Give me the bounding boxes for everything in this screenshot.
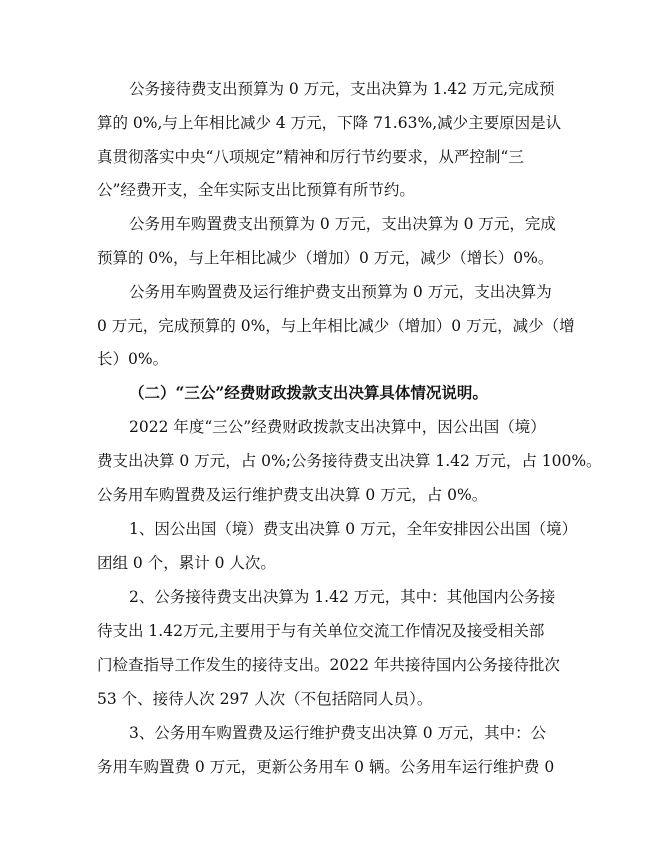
text-line-13: 公务用车购置费及运行维护费支出决算 0 万元，占 0%。 (97, 486, 488, 504)
text-line-14: 1、因公出国（境）费支出决算 0 万元，全年安排因公出国（境） (129, 520, 578, 538)
text-line-21: 务用车购置费 0 万元，更新公务用车 0 辆。公务用车运行维护费 0 (97, 758, 555, 776)
text-line-5: 公务用车购置费支出预算为 0 万元，支出决算为 0 万元，完成 (129, 215, 556, 233)
text-line-8: 0 万元，完成预算的 0%，与上年相比减少（增加）0 万元，减少（增 (97, 317, 575, 335)
text-line-7: 公务用车购置费及运行维护费支出预算为 0 万元，支出决算为 (129, 283, 552, 301)
text-line-4: 公”经费开支，全年实际支出比预算有所节约。 (97, 181, 415, 199)
text-line-11: 2022 年度“三公”经费财政拨款支出决算中，因公出国（境） (129, 418, 546, 436)
text-line-9: 长）0%。 (97, 350, 169, 368)
text-line-16: 2、公务接待费支出决算为 1.42 万元，其中：其他国内公务接 (129, 588, 556, 606)
text-line-6: 预算的 0%，与上年相比减少（增加）0 万元，减少（增长）0%。 (97, 249, 554, 267)
text-line-17: 待支出 1.42万元,主要用于与有关单位交流工作情况及接受相关部 (97, 622, 545, 640)
text-line-15: 团组 0 个，累计 0 人次。 (97, 554, 276, 572)
text-line-19: 53 个、接待人次 297 人次（不包括陪同人员）。 (97, 690, 433, 708)
text-line-18: 门检查指导工作发生的接待支出。2022 年共接待国内公务接待批次 (97, 656, 560, 674)
text-line-20: 3、公务用车购置费及运行维护费支出决算 0 万元，其中：公 (129, 724, 547, 742)
text-line-2: 算的 0%,与上年相比减少 4 万元，下降 71.63%,减少主要原因是认 (97, 114, 562, 132)
section-heading: （二）“三公”经费财政拨款支出决算具体情况说明。 (129, 383, 488, 402)
text-line-12: 费支出决算 0 万元，占 0%;公务接待费支出决算 1.42 万元，占 100%。 (97, 452, 602, 470)
text-line-3: 真贯彻落实中央“八项规定”精神和厉行节约要求，从严控制“三 (97, 148, 524, 166)
text-line-1: 公务接待费支出预算为 0 万元，支出决算为 1.42 万元,完成预 (129, 80, 555, 98)
